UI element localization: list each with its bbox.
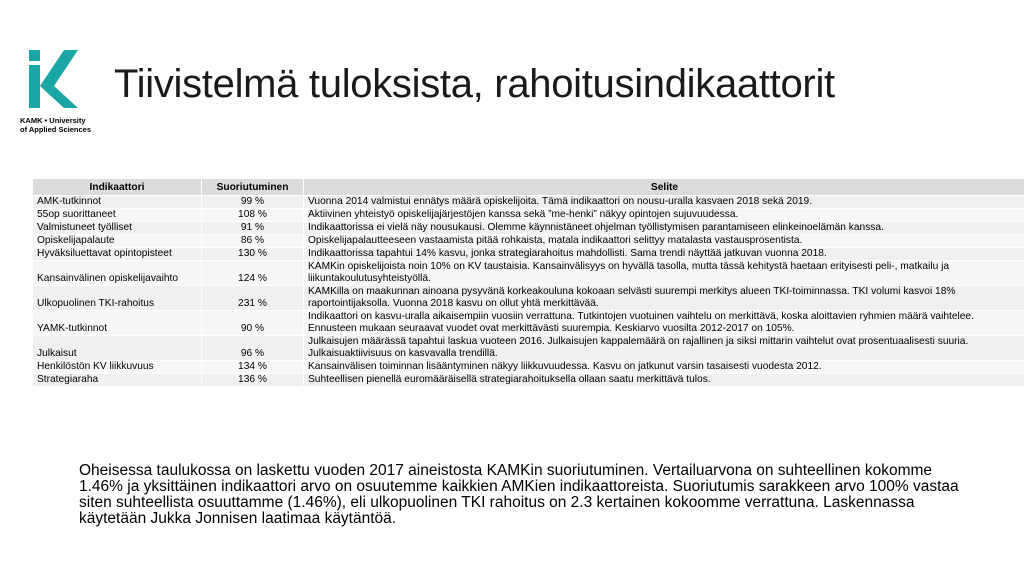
indicator-cell: Kansainvälinen opiskelijavaihto bbox=[33, 261, 202, 286]
summary-note: Oheisessa taulukossa on laskettu vuoden 2017 aineistosta KAMKin suoriutuminen. Vertailuarvona on suhteellinen kokomme 1.46% ja yksittäinen indikaattori arvo on osuutemme kaikkien AMKien indikaattoreista. Suoriutumis sarakkeen arvo 100% vastaa siten suhteellista osuuttamme (1.46%), eli ulkopuolinen TKI rahoitus on 2.3 kertainen kokoomme verrattuna. Laskennassa käytetään Jukka Jonnisen laatimaa käytäntöä. bbox=[79, 462, 959, 527]
table-row bbox=[33, 235, 1024, 248]
header-explanation: Selite bbox=[304, 179, 1024, 196]
explanation-cell: Opiskelijapalautteeseen vastaamista pitää rohkaista, matala indikaattori selittyy matalasta vastausprosentista. bbox=[304, 235, 1024, 248]
indicator-cell: Opiskelijapalaute bbox=[33, 235, 202, 248]
header-indicator: Indikaattori bbox=[33, 179, 202, 196]
indicator-cell: 55op suorittaneet bbox=[33, 209, 202, 222]
logo-text bbox=[20, 116, 96, 134]
slide-title: Tiivistelmä tuloksista, rahoitusindikaattorit bbox=[114, 62, 835, 106]
explanation-cell: Vuonna 2014 valmistui ennätys määrä opiskelijoita. Tämä indikaattori on nousu-uralla kasvaen 2018 sekä 2019. bbox=[304, 196, 1024, 209]
explanation-cell: Indikaattorissa ei vielä näy nousukausi. Olemme käynnistäneet ohjelman työllistymisen parantamiseen elinkeinoelämän kanssa. bbox=[304, 222, 1024, 235]
explanation-cell: Suhteellisen pienellä euromääräisellä strategiarahoituksella ollaan saatu merkittävä tulos. bbox=[304, 374, 1024, 387]
performance-cell: 124 % bbox=[202, 261, 304, 286]
explanation-cell: Indikaattorissa tapahtui 14% kasvu, jonka strategiarahoitus mahdollisti. Sama trendi näyttää jatkuvan vuonna 2018. bbox=[304, 248, 1024, 261]
explanation-cell: KAMKin opiskelijoista noin 10% on KV taustaisia. Kansainvälisyys on hyvällä tasolla, mutta tässä kehitystä haetaan erityisesti peli-, matkailu ja liikuntakoulutusyhteistyöllä. bbox=[304, 261, 1024, 286]
performance-cell: 130 % bbox=[202, 248, 304, 261]
kamk-logo bbox=[20, 50, 96, 134]
table-header-row bbox=[33, 179, 1024, 196]
indicator-cell: Henkilöstön KV liikkuvuus bbox=[33, 361, 202, 374]
performance-cell: 91 % bbox=[202, 222, 304, 235]
table-row bbox=[33, 196, 1024, 209]
indicator-cell: Hyväksiluettavat opintopisteet bbox=[33, 248, 202, 261]
performance-cell: 99 % bbox=[202, 196, 304, 209]
table-row bbox=[33, 222, 1024, 235]
table-row bbox=[33, 361, 1024, 374]
performance-cell: 136 % bbox=[202, 374, 304, 387]
indicator-cell: Valmistuneet työlliset bbox=[33, 222, 202, 235]
indicator-cell: Julkaisut bbox=[33, 336, 202, 361]
explanation-cell: Indikaattori on kasvu-uralla aikaisempiin vuosiin verrattuna. Tutkintojen vuotuinen vaihtelu on merkittävä, koska aloittavien ryhmien määrä vaihtelee. Ennusteen mukaan seuraavat vuodet ovat merkittävästi suurempia. Keskiarvo vuosilta 2012-2017 on 105%. bbox=[304, 311, 1024, 336]
explanation-cell: Aktiivinen yhteistyö opiskelijajärjestöjen kanssa sekä ”me-henki” näkyy opintojen sujuvuudessa. bbox=[304, 209, 1024, 222]
performance-cell: 108 % bbox=[202, 209, 304, 222]
indicator-cell: Ulkopuolinen TKI-rahoitus bbox=[33, 286, 202, 311]
header-performance: Suoriutuminen bbox=[202, 179, 304, 196]
results-table bbox=[32, 178, 1024, 387]
indicator-cell: AMK-tutkinnot bbox=[33, 196, 202, 209]
table-row bbox=[33, 248, 1024, 261]
table-row bbox=[33, 311, 1024, 336]
performance-cell: 134 % bbox=[202, 361, 304, 374]
table-row bbox=[33, 209, 1024, 222]
indicator-cell: YAMK-tutkinnot bbox=[33, 311, 202, 336]
table-body bbox=[33, 196, 1024, 387]
table-row bbox=[33, 286, 1024, 311]
logo-line: of Applied Sciences bbox=[20, 125, 91, 134]
explanation-cell: Kansainvälisen toiminnan lisääntyminen näkyy liikkuvuudessa. Kasvu on jatkunut varsin tasaisesti vuodesta 2012. bbox=[304, 361, 1024, 374]
table-row bbox=[33, 261, 1024, 286]
explanation-cell: Julkaisujen määrässä tapahtui laskua vuoteen 2016. Julkaisujen kappalemäärä on rajallinen ja siksi mittarin vaihtelut ovat prosentuaalisesti suuria. Julkaisuaktiivisuus on kasvavalla trendillä. bbox=[304, 336, 1024, 361]
table-row bbox=[33, 336, 1024, 361]
performance-cell: 231 % bbox=[202, 286, 304, 311]
logo-line: KAMK • University bbox=[20, 116, 86, 125]
performance-cell: 86 % bbox=[202, 235, 304, 248]
explanation-cell: KAMKilla on maakunnan ainoana pysyvänä korkeakouluna kokoaan selvästi suurempi merkitys alueen TKI-toiminnassa. TKI volumi kasvoi 18% raportointijaksolla. Vuonna 2018 kasvu on ollut yhtä merkittävää. bbox=[304, 286, 1024, 311]
kamk-k-icon bbox=[28, 50, 78, 108]
performance-cell: 96 % bbox=[202, 336, 304, 361]
performance-cell: 90 % bbox=[202, 311, 304, 336]
table-row bbox=[33, 374, 1024, 387]
indicator-cell: Strategiaraha bbox=[33, 374, 202, 387]
